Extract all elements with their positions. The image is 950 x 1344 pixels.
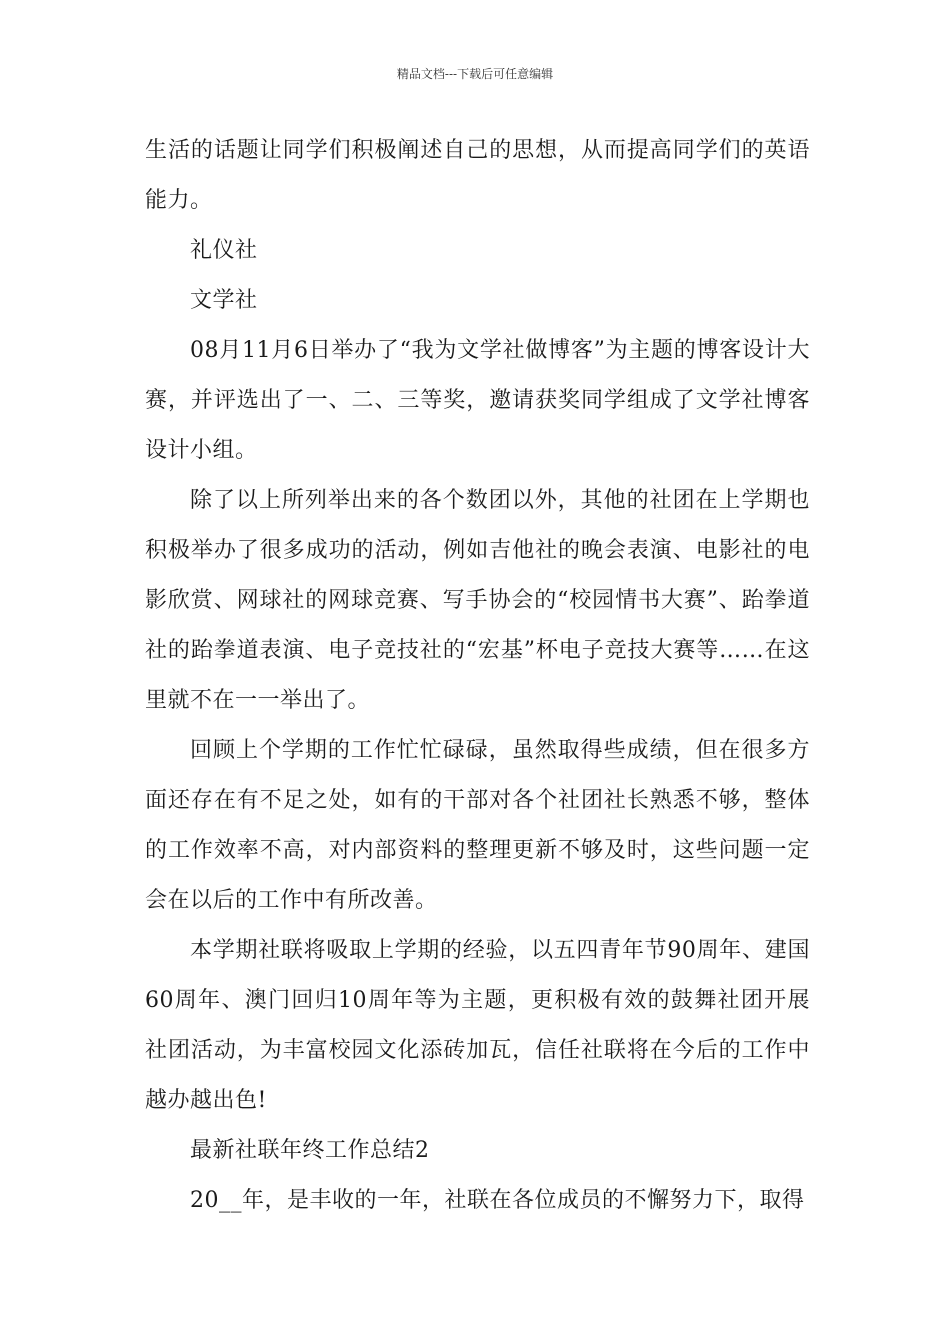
section-title-summary-2: 最新社联年终工作总结2 [190,1138,430,1163]
document-body [145,126,810,1226]
paragraph-year-intro: 20__年，是丰收的一年，社联在各位成员的不懈努力下，取得 [190,1188,805,1213]
paragraph-review: 回顾上个学期的工作忙忙碌碌，虽然取得些成绩，但在很多方面还存在有不足之处，如有的干部对各个社团社长熟悉不够，整体的工作效率不高，对内部资料的整理更新不够及时，这些问题一定会在以后的工作中有所改善。 [145,738,810,913]
section-heading-etiquette-club: 礼仪社 [190,238,258,263]
page-header: 精品文档---下载后可任意编辑 [396,67,554,81]
paragraph-continuation: 生活的话题让同学们积极阐述自己的思想，从而提高同学们的英语能力。 [145,138,810,213]
paragraph-blog-contest: 08月11月6日举办了“我为文学社做博客”为主题的博客设计大赛，并评选出了一、二、三等奖，邀请获奖同学组成了文学社博客设计小组。 [145,338,810,463]
paragraph-this-semester: 本学期社联将吸取上学期的经验，以五四青年节90周年、建国60周年、澳门回归10周年等为主题，更积极有效的鼓舞社团开展社团活动，为丰富校园文化添砖加瓦，信任社联将在今后的工作中越办越出色! [145,938,810,1113]
paragraph-other-clubs: 除了以上所列举出来的各个数团以外，其他的社团在上学期也积极举办了很多成功的活动，例如吉他社的晚会表演、电影社的电影欣赏、网球社的网球竞赛、写手协会的“校园情书大赛”、跆拳道社的跆拳道表演、电子竞技社的“宏基”杯电子竞技大赛等……在这里就不在一一举出了。 [145,488,810,713]
section-heading-literature-club: 文学社 [190,288,258,313]
